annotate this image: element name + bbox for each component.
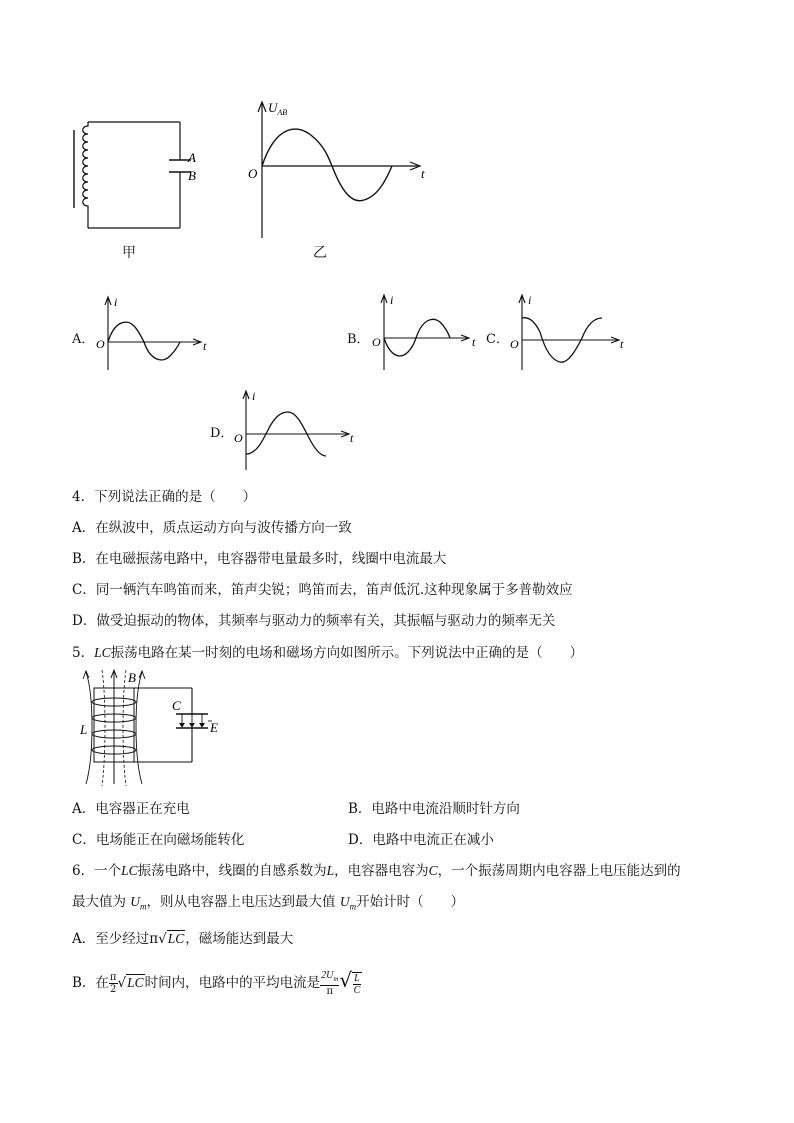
option-c-graph [506,290,630,374]
option-a-axis-t: t [203,339,207,353]
option-c-label: C． [486,332,509,347]
option-d-graph [230,386,360,472]
field-e-label: E [210,720,218,735]
q6-stem-line2: 最大值为 $U_m$，则从电容器上电压达到最大值 $U_m$开始计时（ ） [72,894,465,912]
option-a-curve [108,322,180,360]
option-d-origin: O [234,431,243,445]
q5-stem: 5．LC振荡电路在某一时刻的电场和磁场方向如图所示。下列说法中正确的是（ ） [72,645,584,661]
option-b-graph [368,290,486,374]
option-b-origin: O [372,335,381,349]
option-c-axis-t: t [620,337,624,351]
inductor-coil [83,122,88,210]
option-c-axis-i: i [528,293,532,307]
q4-option-d: D．做受迫振动的物体，其频率与驱动力的频率有关，其振幅与驱动力的频率无关 [72,613,556,629]
option-d-axis-t: t [350,431,354,445]
q4-option-b: B．在电磁振荡电路中，电容器带电量最多时，线圈中电流最大 [72,551,447,567]
q6-stem-line1: 6．一个LC振荡电路中，线圈的自感系数为L，电容器电容为C，一个振荡周期内电容器上电压能达到的 [72,863,681,879]
q5-option-b: B．电路中电流沿顺时针方向 [348,801,520,817]
figure-jia-caption: 甲 [122,245,136,261]
axis-t-label: t [421,166,425,181]
circuit-jia-figure [66,112,196,262]
q6-option-a: A．至少经过π√LC，磁场能达到最大 [72,931,294,947]
origin-label: O [248,166,258,181]
coil-l-label: L [80,722,88,737]
q5-option-c: C．电场能正在向磁场能转化 [72,832,245,848]
q4-stem: 4．下列说法正确的是（ ） [72,489,257,505]
lc-field-figure [72,666,232,790]
option-a-graph [92,292,216,374]
option-d-label: D． [210,426,234,441]
option-a-origin: O [96,337,105,351]
q6-option-b: B．在 $\frac{\pi}{2}$ √LC时间内，电路中的平均电流是 $\frac{2U_m}{\pi}$ √ $\frac{L}{C}$ [72,968,361,997]
axis-u-label: $U_{AB}$ [268,100,288,117]
capacitor-label-a: A [188,150,196,165]
figure-yi-caption: 乙 [313,245,327,261]
option-c-origin: O [510,337,519,351]
option-a-axis-i: i [114,295,118,309]
voltage-curve [262,129,392,201]
q4-option-a: A．在纵波中，质点运动方向与波传播方向一致 [72,520,352,536]
field-b-label: B [128,670,136,685]
option-d-axis-i: i [252,389,256,403]
option-b-label: B． [347,332,370,347]
q4-option-c: C．同一辆汽车鸣笛而来，笛声尖锐；鸣笛而去，笛声低沉.这种现象属于多普勒效应 [72,582,573,598]
capacitor-label-b: B [188,168,196,183]
option-b-axis-t: t [472,335,476,349]
voltage-graph-yi [240,96,440,244]
capacitor-c-label: C [172,698,181,713]
option-a-label: A． [72,332,95,347]
option-b-axis-i: i [390,293,394,307]
q5-option-d: D．电路中电流正在减小 [348,832,494,848]
q5-option-a: A．电容器正在充电 [72,801,190,817]
